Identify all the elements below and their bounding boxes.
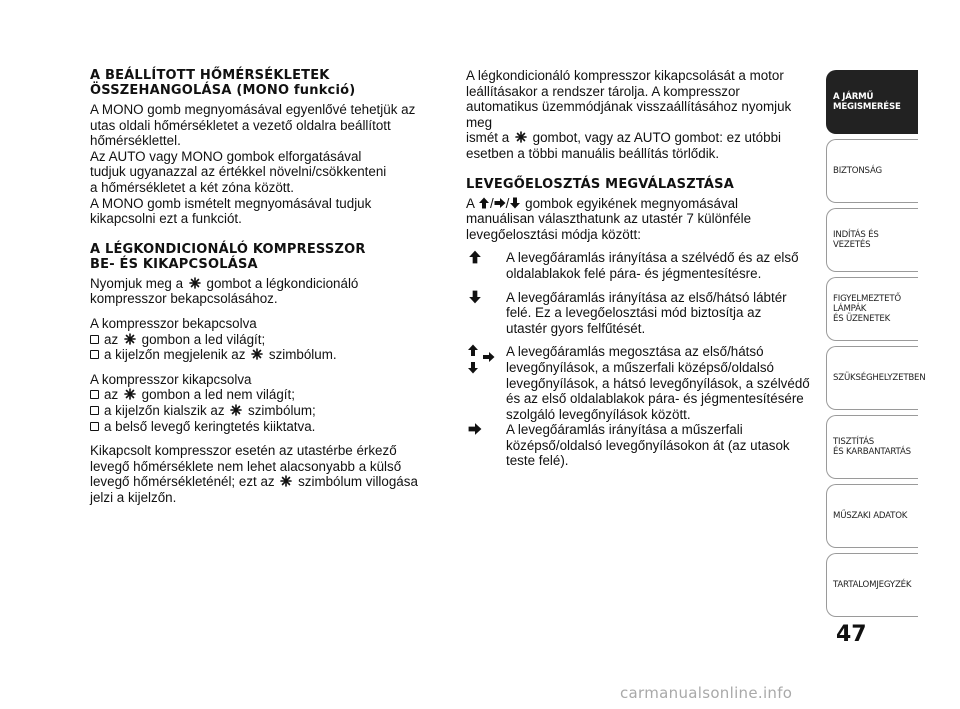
tab-starting-driving[interactable]: INDÍTÁS ÉS VEZETÉS [826,208,918,272]
checkbox-bullet-icon [90,390,99,399]
list-item: a belső levegő keringtetés kiiktatva. [90,419,442,435]
middle-column [466,68,818,469]
snowflake-icon [280,475,292,487]
tab-technical-data[interactable]: MŰSZAKI ADATOK [826,484,918,548]
heading-air-distribution: LEVEGŐELOSZTÁS MEGVÁLASZTÁSA [466,176,734,192]
tab-warning-lights[interactable]: FIGYELMEZTETŐ LÁMPÁK ÉS ÜZENETEK [826,277,918,341]
mode-all: A levegőáramlás megosztása az első/hátsó levegőnyílások, a műszerfali középső/oldalsó levegőnyílások, a hátsó levegőnyílások, a szélvédő és az első oldalablakok pára- és jégmentesítésére szolgáló levegőnyílások között. [466,344,818,422]
mode-feet: A levegőáramlás irányítása az első/hátsó lábtér felé. Ez a levegőelosztási mód biztosítja az utastér gyors felfűtését. [466,290,818,337]
list-item: az gombon a led világít; [90,332,442,348]
checkbox-bullet-icon [90,350,99,359]
snowflake-icon [230,404,242,416]
tab-contents[interactable]: TARTALOMJEGYZÉK [826,553,918,617]
snowflake-icon [124,333,136,345]
tab-safety[interactable]: BIZTONSÁG [826,139,918,203]
tab-emergency[interactable]: SZÜKSÉGHELYZETBEN [826,346,918,410]
checkbox-bullet-icon [90,406,99,415]
tab-vehicle[interactable]: A JÁRMŰ MEGISMERÉSE [826,70,918,134]
compressor-paragraph: Nyomjuk meg a gombot a légkondicionáló kompresszor bekapcsolásához. [90,275,359,307]
snowflake-icon [124,388,136,400]
snowflake-icon [251,348,263,360]
arrow-up-icon [468,250,482,264]
watermark: carmanualsonline.info [620,684,793,702]
left-column [90,68,442,505]
arrow-right-icon [494,197,506,209]
snowflake-icon [515,131,527,143]
compressor-off-title: A kompresszor kikapcsolva [90,371,252,387]
page-number: 47 [836,622,867,647]
mode-defrost: A levegőáramlás irányítása a szélvédő és az első oldalablakok felé pára- és jégmentesítésre. [466,250,818,281]
tab-maintenance[interactable]: TISZTÍTÁS ÉS KARBANTARTÁS [826,415,918,479]
arrow-down-icon [468,290,482,304]
arrow-down-icon [509,197,521,209]
arrow-up-icon [478,197,490,209]
heading-mono: A BEÁLLÍTOTT HŐMÉRSÉKLETEK ÖSSZEHANGOLÁSA (MONO funkció) [90,68,356,98]
arrow-up-right-down-icon [466,344,496,374]
checkbox-bullet-icon [90,422,99,431]
mono-paragraph: A MONO gomb megnyomásával egyenlővé tehetjük az utas oldali hőmérsékletet a vezető oldalra beállított hőmérséklettel. Az AUTO vagy MONO gombok elforgatásával tudjuk ugyanazzal az értékkel növelni/csökkenteni a hőmérsékletet a két zóna között. A MONO gomb ismételt megnyomásával tudjuk kikapcsolni ezt a funkciót. [90,102,416,227]
list-item: az gombon a led nem világít; [90,387,442,403]
mode-face: A levegőáramlás irányítása a műszerfali középső/oldalsó levegőnyílásokon át (az utasok teste felé). [466,422,818,469]
compressor-on-title: A kompresszor bekapcsolva [90,315,257,331]
checkbox-bullet-icon [90,335,99,344]
heading-compressor: A LÉGKONDICIONÁLÓ KOMPRESSZOR BE- ÉS KIKAPCSOLÁSA [90,241,366,272]
list-item: a kijelzőn kialszik az szimbólum; [90,403,442,419]
compressor-memory-paragraph: A légkondicionáló kompresszor kikapcsolását a motor leállításakor a rendszer tárolja. A kompresszor automatikus üzemmódjának visszaállításához nyomjuk meg ismét a gombot, vagy az AUTO gombot: ez utóbbi esetben a többi manuális beállítás törlődik. [466,68,792,161]
compressor-off-paragraph: Kikapcsolt kompresszor esetén az utastérbe érkező levegő hőmérséklete nem lehet alacsonyabb a külső levegő hőmérsékleténél; ezt az szimbólum villogása jelzi a kijelzőn. [90,443,418,505]
list-item: a kijelzőn megjelenik az szimbólum. [90,347,442,363]
snowflake-icon [189,277,201,289]
arrow-right-icon [468,422,482,436]
air-distribution-paragraph: A / / gombok egyikének megnyomásával manuálisan választhatunk az utastér 7 különféle levegőelosztási módja között: [466,195,752,242]
